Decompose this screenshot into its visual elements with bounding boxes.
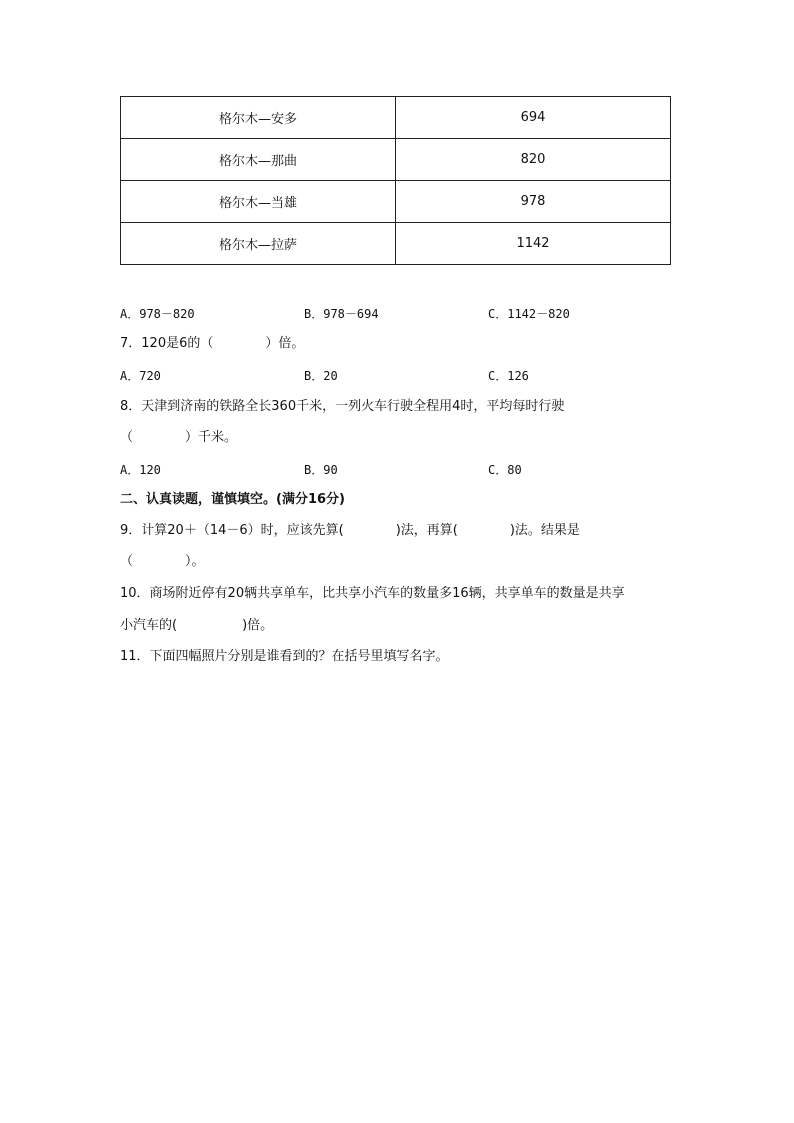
table-row <box>121 97 671 139</box>
route-cell: 格尔木—安多 <box>121 97 396 139</box>
q10-line1: 10．商场附近停有20辆共享单车，比共享小汽车的数量多16辆，共享单车的数量是共享 <box>120 586 625 601</box>
table-row <box>121 223 671 265</box>
q8-options <box>120 461 680 479</box>
q6-option-b[interactable]: B．978－694 <box>304 307 379 321</box>
q7-options <box>120 367 680 385</box>
distance-cell: 694 <box>396 97 671 139</box>
distance-cell: 820 <box>396 139 671 181</box>
q10-line2: 小汽车的( )倍。 <box>120 618 274 633</box>
table-row <box>121 181 671 223</box>
q7-option-c[interactable]: C．126 <box>488 369 529 383</box>
q8-option-b[interactable]: B．90 <box>304 463 338 477</box>
q8-option-a[interactable]: A．120 <box>120 463 161 477</box>
q7-option-b[interactable]: B．20 <box>304 369 338 383</box>
table-row <box>121 139 671 181</box>
q6-option-a[interactable]: A．978－820 <box>120 307 195 321</box>
q8-stem-line2: （ ）千米。 <box>120 430 238 445</box>
route-cell: 格尔木—那曲 <box>121 139 396 181</box>
q6-option-c[interactable]: C．1142－820 <box>488 307 570 321</box>
q9-line2: （ ）。 <box>120 554 205 569</box>
route-cell: 格尔木—当雄 <box>121 181 396 223</box>
distance-cell: 978 <box>396 181 671 223</box>
q7-stem: 7．120是6的（ ）倍。 <box>120 336 305 351</box>
section-heading: 二、认真读题，谨慎填空。(满分16分) <box>120 492 345 507</box>
route-cell: 格尔木—拉萨 <box>121 223 396 265</box>
q8-option-c[interactable]: C．80 <box>488 463 522 477</box>
q8-stem-line1: 8．天津到济南的铁路全长360千米，一列火车行驶全程用4时，平均每时行驶 <box>120 399 565 414</box>
distance-cell: 1142 <box>396 223 671 265</box>
q6-options <box>120 305 680 323</box>
distance-table <box>120 96 671 265</box>
q7-option-a[interactable]: A．720 <box>120 369 161 383</box>
q9-line1: 9．计算20＋（14－6）时，应该先算( )法，再算( )法。结果是 <box>120 523 580 538</box>
q11-line1: 11．下面四幅照片分别是谁看到的？在括号里填写名字。 <box>120 649 449 664</box>
